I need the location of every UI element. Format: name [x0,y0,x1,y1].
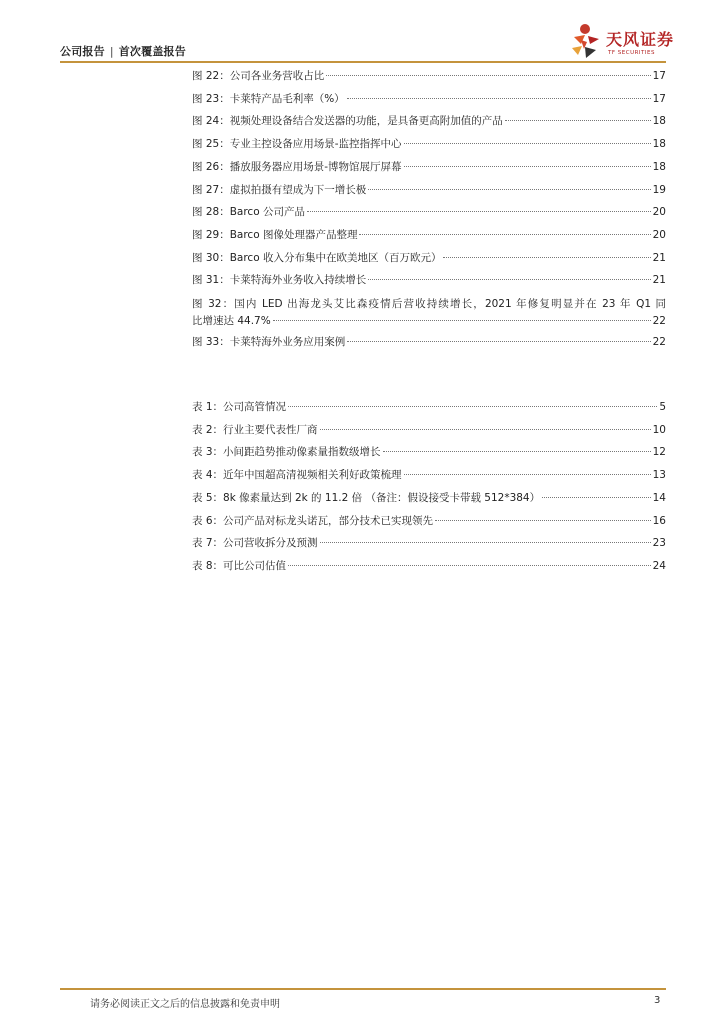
leader-dots [320,429,651,430]
report-type [60,43,186,59]
toc-entry[interactable] [192,444,666,462]
entry-page: 24 [652,559,666,572]
toc-entry[interactable] [192,295,666,331]
entry-page: 17 [652,92,666,105]
toc-entry[interactable] [192,490,666,508]
leader-dots [368,189,650,190]
entry-title: 图 31：卡莱特海外业务收入持续增长 [192,274,367,287]
entry-title: 图 29：Barco 图像处理器产品整理 [192,228,358,241]
toc-entry[interactable] [192,136,666,154]
entry-title: 图 28：Barco 公司产品 [192,206,305,219]
entry-page: 17 [652,70,666,82]
leader-dots [383,451,651,452]
header-separator: | [109,45,114,58]
entry-page: 10 [652,423,666,436]
toc-entry[interactable] [192,334,666,352]
entry-title: 表 6：公司产品对标龙头诺瓦，部分技术已实现领先 [192,514,434,527]
leader-dots [273,320,651,321]
toc-entry[interactable] [192,227,666,245]
company-logo [568,22,678,62]
entry-page: 12 [652,446,666,459]
entry-page: 14 [652,491,666,504]
report-subtype: 首次覆盖报告 [118,45,186,58]
report-category: 公司报告 [60,45,105,58]
toc-entry[interactable] [192,272,666,290]
entry-title: 表 2：行业主要代表性厂商 [192,423,318,436]
entry-title: 表 1：公司高管情况 [192,401,287,413]
entry-page: 13 [652,469,666,482]
entry-title: 表 4：近年中国超高清视频相关利好政策梳理 [192,469,402,482]
leader-dots [404,143,651,144]
entry-page: 21 [652,274,666,287]
leader-dots [288,565,651,566]
toc-entry[interactable] [192,467,666,485]
leader-dots [326,75,650,76]
leader-dots [443,257,650,258]
entry-title: 表 8：可比公司估值 [192,559,287,572]
leader-dots [505,120,651,121]
toc-entry[interactable] [192,159,666,177]
entry-title: 图 33：卡莱特海外业务应用案例 [192,335,346,348]
toc-entry[interactable] [192,558,666,576]
entry-title: 表 5：8k 像素量达到 2k 的 11.2 倍 （备注：假设接受卡带载 512*384） [192,491,541,504]
toc-entry[interactable] [192,204,666,222]
leader-dots [368,279,650,280]
toc-entry[interactable] [192,422,666,440]
entry-title: 图 26：播放服务器应用场景-博物馆展厅屏幕 [192,160,402,173]
entry-page: 19 [652,183,666,196]
entry-page: 22 [652,335,666,348]
entry-title-continuation: 比增速达 44.7% [192,315,271,327]
toc-entry[interactable] [192,399,666,417]
entry-page: 5 [659,401,666,413]
entry-page: 20 [652,228,666,241]
toc-entry[interactable] [192,68,666,86]
leader-dots [404,474,651,475]
leader-dots [320,542,651,543]
entry-page: 18 [652,115,666,128]
leader-dots [288,406,657,407]
entry-title: 图 32：国内 LED 出海龙头艾比森疫情后营收持续增长，2021 年修复明显并在 23 年 Q1 同 [192,298,666,310]
footer-disclaimer: 请务必阅读正文之后的信息披露和免责申明 [90,999,280,1010]
toc-entry[interactable] [192,250,666,268]
header-rule [60,61,666,63]
entry-title: 表 3：小间距趋势推动像素量指数级增长 [192,446,381,459]
entry-title: 图 30：Barco 收入分布集中在欧美地区（百万欧元） [192,251,442,264]
entry-title: 图 27：虚拟拍摄有望成为下一增长极 [192,183,367,196]
logo-mark-icon [568,22,604,62]
logo-name: 天风证券 [606,30,675,49]
page-number: 3 [654,995,661,1006]
entry-title: 图 23：卡莱特产品毛利率（%） [192,92,345,105]
entry-page: 22 [652,315,666,327]
entry-page: 18 [652,138,666,151]
leader-dots [347,341,650,342]
footer-rule [60,988,666,990]
toc-entry[interactable] [192,535,666,553]
leader-dots [435,520,651,521]
entry-page: 20 [652,206,666,219]
leader-dots [347,98,651,99]
toc-entry[interactable] [192,113,666,131]
toc-entry[interactable] [192,182,666,200]
toc-entry[interactable] [192,91,666,109]
entry-title: 图 25：专业主控设备应用场景-监控指挥中心 [192,138,402,151]
entry-title: 图 24：视频处理设备结合发送器的功能，是具备更高附加值的产品 [192,115,503,128]
leader-dots [404,166,651,167]
leader-dots [307,211,651,212]
entry-page: 23 [652,537,666,550]
entry-page: 18 [652,160,666,173]
entry-page: 21 [652,251,666,264]
toc-entry[interactable] [192,513,666,531]
logo-subtitle: TF SECURITIES [608,50,655,56]
leader-dots [542,497,651,498]
entry-title: 图 22：公司各业务营收占比 [192,70,325,82]
leader-dots [359,234,650,235]
entry-title: 表 7：公司营收拆分及预测 [192,537,318,550]
entry-page: 16 [652,514,666,527]
